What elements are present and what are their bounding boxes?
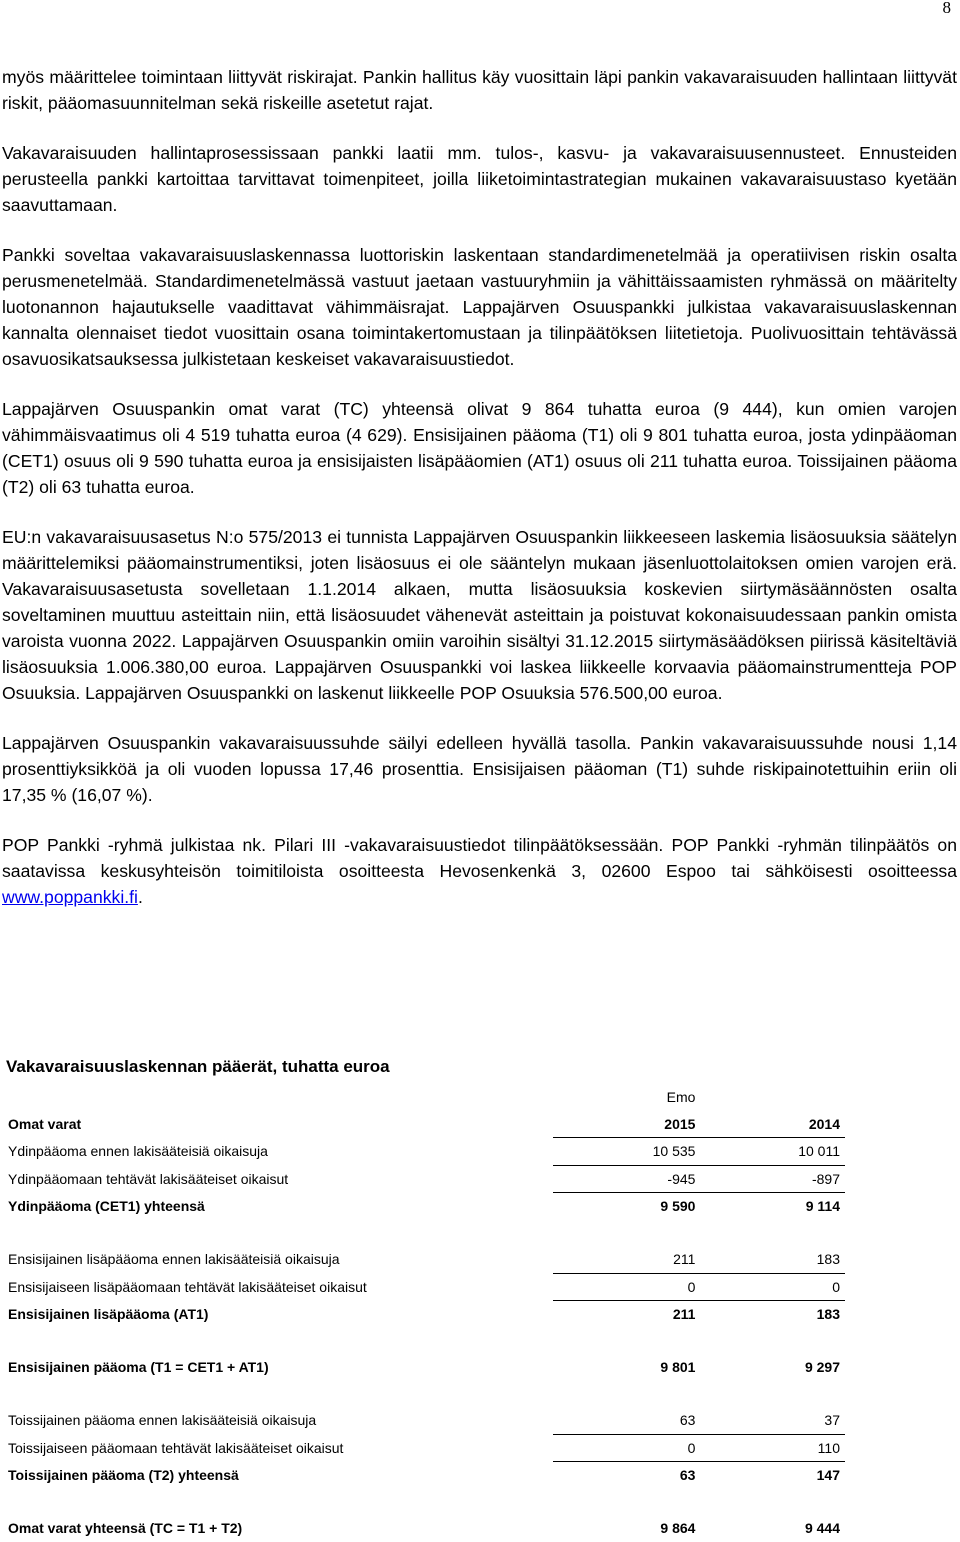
- paragraph-capital-ratio: Lappajärven Osuuspankin vakavaraisuussuhde säilyi edelleen hyvällä tasolla. Pankin vakavaraisuussuhde nousi 1,14 prosenttiyksikköä ja oli vuoden lopussa 17,46 prosenttia. Ensisijaisen pääoman (T1) suhde riskipainotettuihin eriin oli 17,35 % (16,07 %).: [2, 733, 957, 805]
- table-row: Ydinpääoma (CET1) yhteensä 9 590 9 114: [8, 1197, 840, 1214]
- header-2015: 2015: [553, 1111, 700, 1138]
- table-row: Ensisijainen lisäpääoma ennen lakisääteisiä oikaisuja 211 183: [3, 1246, 845, 1273]
- table-row: Ensisijainen pääoma (T1 = CET1 + AT1) 9 801 9 297: [8, 1359, 840, 1375]
- header-label: Omat varat: [8, 1115, 82, 1132]
- table-spacer: [3, 1381, 845, 1408]
- paragraph-pillar3: [2, 832, 957, 910]
- page-number: 8: [942, 0, 951, 17]
- group-header-emo: Emo: [666, 1089, 696, 1105]
- table-spacer: [3, 1489, 845, 1516]
- table-row: Toissijaiseen pääomaan tehtävät lakisääteiset oikaisut 0 110: [3, 1434, 845, 1462]
- pillar3-end: .: [137, 887, 143, 907]
- table-header-row: [3, 1111, 845, 1138]
- table-row: Ensisijaiseen lisäpääomaan tehtävät lakisääteiset oikaisut 0 0: [3, 1273, 845, 1301]
- table-spacer: [3, 1328, 845, 1355]
- pillar3-text: POP Pankki -ryhmä julkistaa nk. Pilari III -vakavaraisuustiedot tilinpäätöksessään. POP Pankki -ryhmän tilinpäätös on saatavissa keskusyhteisön toimitiloista osoitteesta Hevosenkenkä 3, 02600 Espoo tai sähköisesti osoitteessa: [2, 835, 957, 881]
- table-row: Ydinpääoma ennen lakisääteisiä oikaisuja 10 535 10 011: [3, 1138, 845, 1166]
- table-row: Ensisijainen lisäpääoma (AT1) 211 183: [8, 1305, 840, 1322]
- paragraph-own-funds: Lappajärven Osuuspankin omat varat (TC) yhteensä olivat 9 864 tuhatta euroa (9 444), kun omien varojen vähimmäisvaatimus oli 4 519 tuhatta euroa (4 629). Ensisijainen pääoma (T1) oli 9 801 tuhatta euroa, josta ydinpääoman (CET1) osuus oli 9 590 tuhatta euroa ja ensisijaisten lisäpääomien (AT1) osuus oli 211 tuhatta euroa. Toissijainen pääoma (T2) oli 63 tuhatta euroa.: [2, 399, 957, 497]
- table-row: Ydinpääomaan tehtävät lakisääteiset oikaisut -945 -897: [3, 1165, 845, 1193]
- table-total-row: Omat varat yhteensä (TC = T1 + T2) 9 864 9 444: [8, 1520, 840, 1536]
- table-spacer: [3, 1220, 845, 1247]
- table-row: Toissijainen pääoma ennen lakisääteisiä oikaisuja 63 37: [3, 1407, 845, 1434]
- table-title: Vakavaraisuuslaskennan pääerät, tuhatta euroa: [6, 1057, 390, 1076]
- paragraph-risk-limits: myös määrittelee toimintaan liittyvät riskirajat. Pankin hallitus käy vuosittain läpi pankin vakavaraisuuden hallintaan liittyvät riskit, pääomasuunnitelman sekä riskeille asetetut rajat.: [2, 67, 957, 113]
- paragraph-forecasts: Vakavaraisuuden hallintaprosessissaan pankki laatii mm. tulos-, kasvu- ja vakavaraisuusennusteet. Ennusteiden perusteella pankki kartoittaa tarvittavat toimenpiteet, joilla liiketoimintastrategian mukainen vakavaraisuustaso kyetään saavuttamaan.: [2, 143, 957, 215]
- paragraph-regulation: EU:n vakavaraisuusasetus N:o 575/2013 ei tunnista Lappajärven Osuuspankin liikkeeseen laskemia lisäosuuksia säätelyn määrittelemiksi pääomainstrumentiksi, joten lisäosuus ei ole sääntelyn mukaan jäsenluottolaitoksen omien varojen erä. Vakavaraisuusasetusta sovelletaan 1.1.2014 alkaen, mutta lisäosuuksia koskevien siirtymäsäännösten osalta soveltaminen muuttuu asteittain niin, että lisäosuudet vähenevät asteittain ja poistuvat kokonaisuudessaan pankin omista varoista vuonna 2022. Lappajärven Osuuspankin omiin varoihin sisältyi 31.12.2015 siirtymäsäädöksen piirissä käsiteltäviä lisäosuuksia 1.006.380,00 euroa. Lappajärven Osuuspankki voi laskea liikkeelle korvaavia pääomainstrumentteja POP Osuuksia. Lappajärven Osuuspankki on laskenut liikkeelle POP Osuuksia 576.500,00 euroa.: [2, 527, 957, 703]
- poppankki-link[interactable]: www.poppankki.fi: [2, 887, 138, 907]
- capital-table: [3, 1084, 845, 1542]
- table-group-header-row: [3, 1084, 845, 1111]
- table-row: Toissijainen pääoma (T2) yhteensä 63 147: [8, 1466, 840, 1483]
- body-text: [2, 64, 957, 934]
- paragraph-methods: Pankki soveltaa vakavaraisuuslaskennassa luottoriskin laskentaan standardimenetelmää ja operatiivisen riskin osalta perusmenetelmää. Standardimenetelmässä vastuut jaetaan vastuuryhmiin ja vähittäissaamisten ryhmässä on määritelty luotonannon hajautukselle vaadittavat vähimmäisrajat. Lappajärven Osuuspankki julkistaa vakavaraisuuslaskennan kannalta olennaiset tiedot vuosittain osana toimintakertomustaan ja tilinpäätöksen liitetietoja. Puolivuosittain tehtävässä osavuosikatsauksessa julkistetaan keskeiset vakavaraisuustiedot.: [2, 245, 957, 369]
- header-2014: 2014: [700, 1111, 845, 1138]
